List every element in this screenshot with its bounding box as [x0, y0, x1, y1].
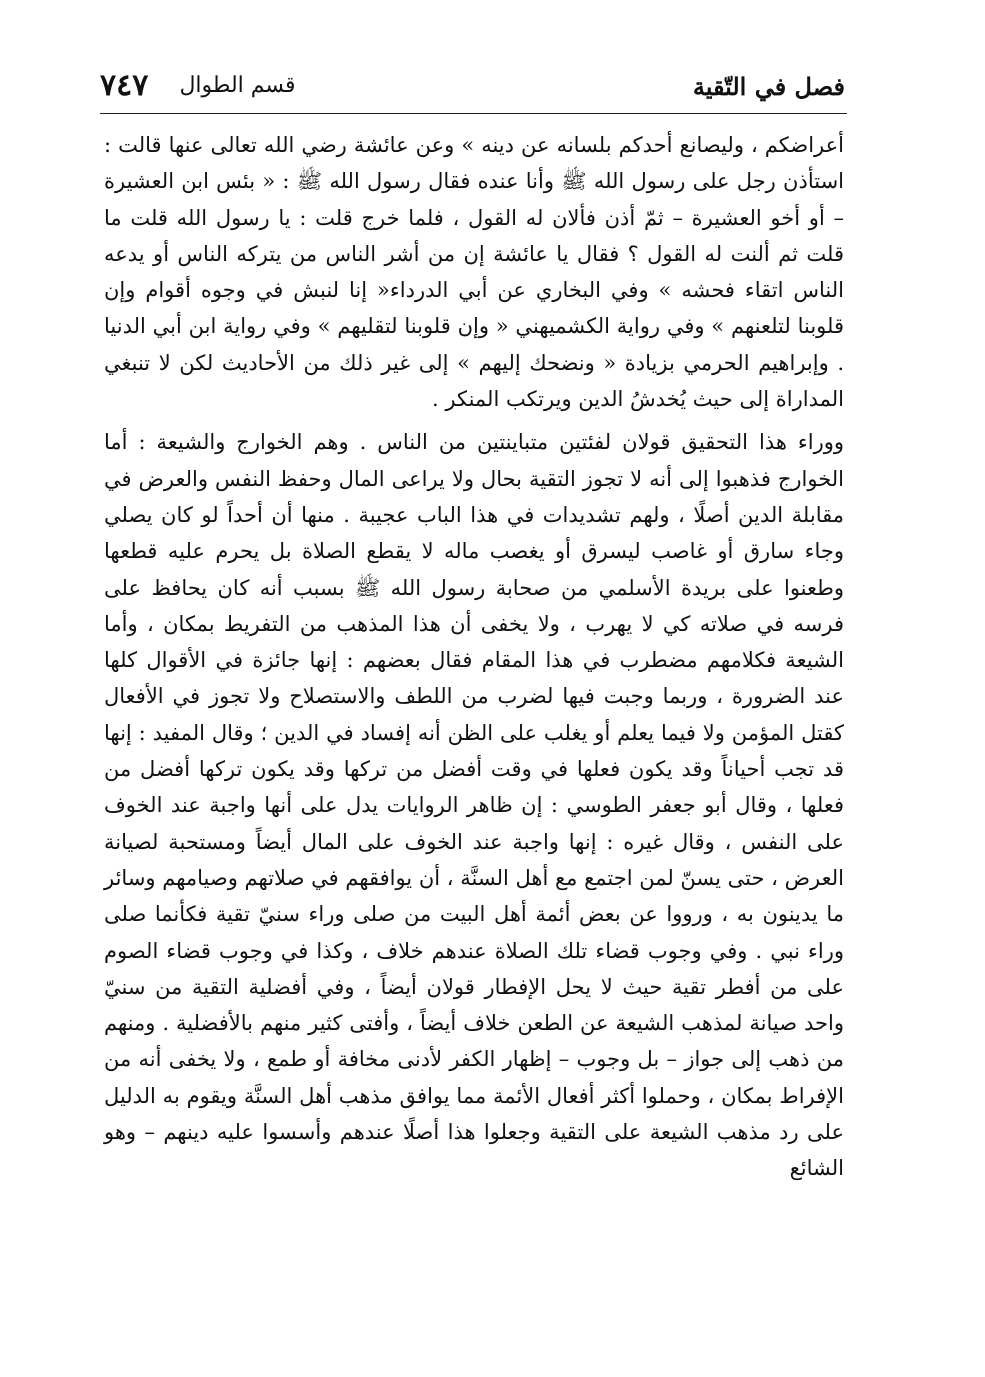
running-header — [100, 68, 845, 108]
paragraph-1: أعراضكم ، وليصانع أحدكم بلسانه عن دينه » وعن عائشة رضي الله تعالى عنها قالت : استأذن رجل على رسول الله ﷺ وأنا عنده فقال رسول الله ﷺ : « بئس ابن العشيرة – أو أخو العشيرة – ثمّ أذن فألان له القول ، فلما خرج قلت : يا رسول الله قلت ما قلت ثم ألنت له القول ؟ فقال يا عائشة إن من أشر الناس من يتركه الناس أو يدعه الناس اتقاء فحشه » وفي البخاري عن أبي الدرداء« إنا لنبش في وجوه أقوام وإن قلوبنا لتلعنهم » وفي رواية الكشميهني « وإن قلوبنا لتقليهم » وفي رواية ابن أبي الدنيا . وإبراهيم الحرمي بزيادة « ونضحك إليهم » إلى غير ذلك من الأحاديث لكن لا تنبغي المداراة إلى حيث يُخدشُ الدين ويرتكب المنكر . — [104, 133, 844, 412]
part-title: قسم الطوال — [179, 73, 296, 98]
section-title: فصل في التّقية — [692, 72, 845, 101]
page-number: ٧٤٧ — [100, 68, 149, 103]
paragraph-2: ووراء هذا التحقيق قولان لفئتين متباينتين من الناس . وهم الخوارج والشيعة : أما الخوارج فذهبوا إلى أنه لا تجوز التقية بحال ولا يراعى المال وحفظ النفس والعرض في مقابلة الدين أصلًا ، ولهم تشديدات في هذا الباب عجيبة . منها أن أحداً لو كان يصلي وجاء سارق أو غاصب ليسرق أو يغصب ماله لا يقطع الصلاة بل يحرم عليه قطعها وطعنوا على بريدة الأسلمي من صحابة رسول الله ﷺ بسبب أنه كان يحافظ على فرسه في صلاته كي لا يهرب ، ولا يخفى أن هذا المذهب من التفريط بمكان ، وأما الشيعة فكلامهم مضطرب في هذا المقام فقال بعضهم : إنها جائزة في الأقوال كلها عند الضرورة ، وربما وجبت فيها لضرب من اللطف والاستصلاح ولا تجوز في الأفعال كقتل المؤمن ولا فيما يعلم أو يغلب على الظن أنه إفساد في الدين ؛ وقال المفيد : إنها قد تجب أحياناً وقد يكون فعلها في وقت أفضل من تركها وقد يكون تركها أفضل من فعلها ، وقال أبو جعفر الطوسي : إن ظاهر الروايات يدل على أنها واجبة عند الخوف على النفس ، وقال غيره : إنها واجبة عند الخوف على المال أيضاً ومستحبة لصيانة العرض ، حتى يسنّ لمن اجتمع مع أهل السنَّة ، أن يوافقهم في صلاتهم وصيامهم وسائر ما يدينون به ، ورووا عن بعض أئمة أهل البيت من صلى وراء سنيّ تقية فكأنما صلى وراء نبي . وفي وجوب قضاء تلك الصلاة عندهم خلاف ، وكذا في وجوب قضاء الصوم على من أفطر تقية حيث لا يحل الإفطار قولان أيضاً ، وفي أفضلية التقية من سنيّ واحد صيانة لمذهب الشيعة عن الطعن خلاف أيضاً ، وأفتى كثير منهم بالأفضلية . ومنهم من ذهب إلى جواز – بل وجوب – إظهار الكفر لأدنى مخافة أو طمع ، ولا يخفى أنه من الإفراط بمكان ، وحملوا أكثر أفعال الأئمة مما يوافق مذهب أهل السنَّة ويقوم به الدليل على رد مذهب الشيعة على التقية وجعلوا هذا أصلًا عندهم وأسسوا عليه دينهم – وهو الشائع — [104, 430, 845, 1181]
header-divider — [100, 113, 847, 114]
header-left-group — [100, 68, 296, 103]
body-text — [104, 127, 844, 1187]
